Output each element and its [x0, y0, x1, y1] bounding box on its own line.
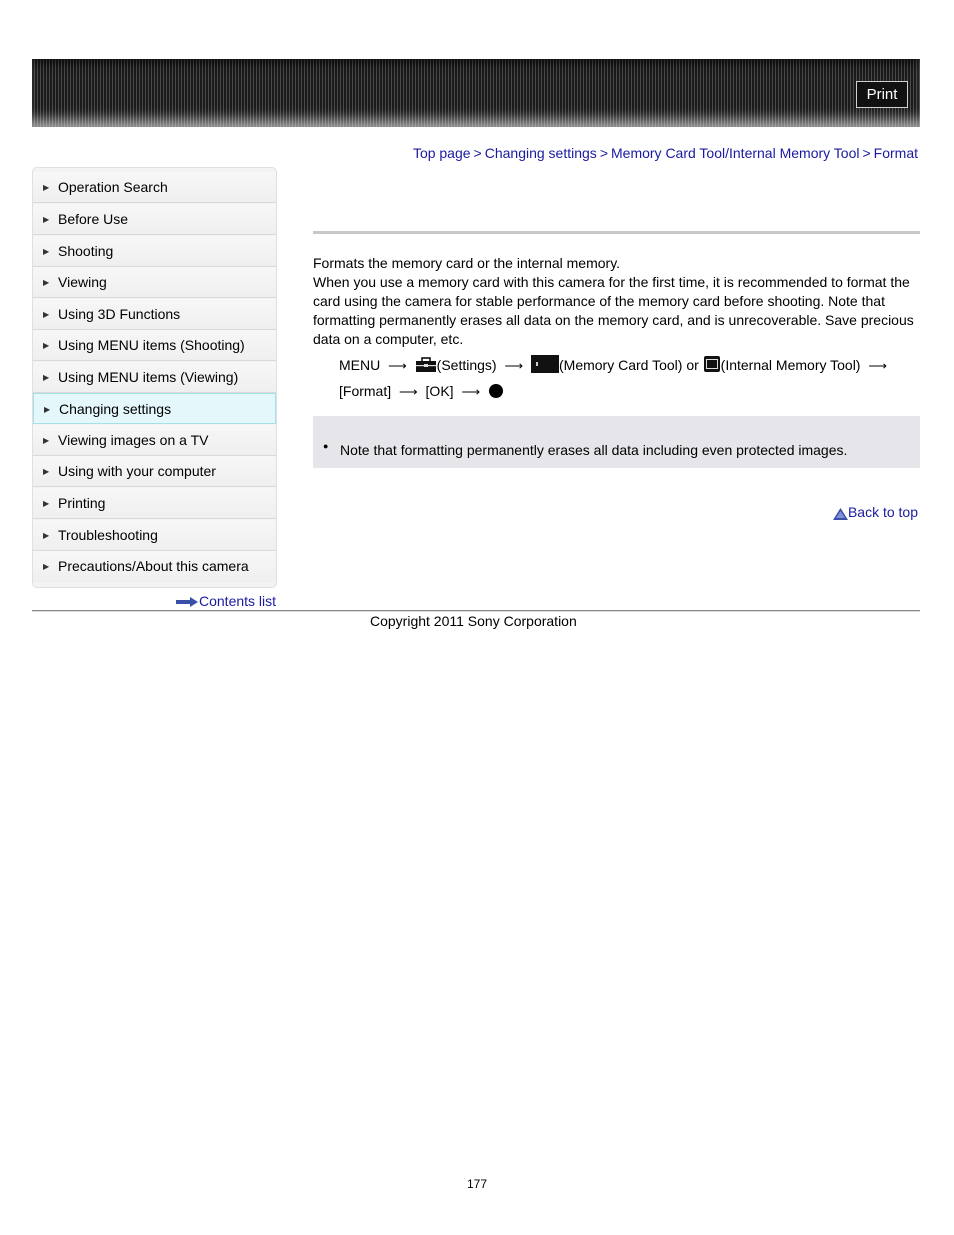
arrow-right-icon: ⟶ — [504, 358, 524, 373]
breadcrumb-changing-settings[interactable]: Changing settings — [484, 145, 597, 161]
triangle-right-icon: ▶ — [44, 405, 51, 414]
center-button-icon — [488, 383, 504, 406]
arrow-right-icon — [176, 594, 198, 604]
breadcrumb-separator: > — [473, 145, 482, 161]
triangle-right-icon: ▶ — [43, 247, 50, 256]
sidebar-item-viewing-tv[interactable] — [33, 425, 276, 456]
triangle-right-icon: ▶ — [43, 531, 50, 540]
breadcrumb-memory-card-tool[interactable]: Memory Card Tool/Internal Memory Tool — [611, 145, 860, 161]
sidebar-item-precautions[interactable] — [33, 551, 276, 582]
back-to-top-label: Back to top — [847, 504, 918, 520]
toolbox-icon — [415, 357, 437, 380]
breadcrumb-top-page[interactable]: Top page — [412, 145, 471, 161]
step-format: [Format] — [339, 383, 392, 399]
sidebar-item-label: Precautions/About this camera — [58, 558, 249, 574]
body-text: When you use a memory card with this camera for the first time, it is recommended to format the card using the camera for stable performance of the memory card before shooting. Note that formatting permanently erases all data on the memory card, and is unrecoverable. Save precious data on a computer, etc. — [313, 274, 914, 347]
sidebar-item-3d-functions[interactable] — [33, 299, 276, 330]
step-ok: [OK] — [425, 383, 454, 399]
step-internal-memory-tool: (Internal Memory Tool) — [720, 357, 861, 373]
sidebar-item-label: Before Use — [58, 211, 129, 227]
triangle-right-icon: ▶ — [43, 183, 50, 192]
note-box — [313, 416, 920, 468]
bullet-icon: ● — [323, 441, 329, 451]
sidebar-item-label: Changing settings — [59, 401, 172, 417]
triangle-right-icon: ▶ — [43, 373, 50, 382]
triangle-right-icon: ▶ — [43, 499, 50, 508]
breadcrumb-separator: > — [599, 145, 608, 161]
sidebar-item-label: Using with your computer — [58, 463, 216, 479]
sidebar-item-menu-shooting[interactable] — [33, 330, 276, 361]
contents-list-link[interactable] — [176, 593, 276, 609]
sidebar-item-troubleshooting[interactable] — [33, 520, 276, 551]
contents-list-label: Contents list — [199, 593, 277, 609]
sidebar-item-label: Printing — [58, 495, 106, 511]
triangle-right-icon: ▶ — [43, 341, 50, 350]
triangle-right-icon: ▶ — [43, 310, 50, 319]
description — [313, 254, 920, 349]
section-divider — [313, 231, 920, 234]
arrow-right-icon: ⟶ — [399, 384, 418, 399]
triangle-right-icon: ▶ — [43, 215, 50, 224]
internal-memory-icon — [703, 355, 721, 380]
sidebar-item-label: Shooting — [58, 243, 114, 259]
triangle-right-icon: ▶ — [43, 467, 50, 476]
sidebar-item-shooting[interactable] — [33, 236, 276, 267]
step-settings: (Settings) — [436, 357, 497, 373]
back-to-top-link[interactable] — [833, 504, 918, 523]
sidebar-nav — [32, 167, 277, 588]
arrow-right-icon: ⟶ — [388, 358, 407, 373]
sidebar-item-label: Operation Search — [58, 179, 168, 195]
footer-divider — [32, 610, 920, 612]
breadcrumb-format[interactable]: Format — [873, 145, 918, 161]
header-banner — [32, 59, 920, 127]
sidebar-item-label: Using MENU items (Viewing) — [58, 369, 239, 385]
triangle-right-icon: ▶ — [43, 562, 50, 571]
breadcrumb — [413, 145, 918, 161]
triangle-right-icon: ▶ — [43, 436, 50, 445]
procedure-steps — [339, 354, 920, 406]
sidebar-item-computer[interactable] — [33, 456, 276, 487]
intro-text: Formats the memory card or the internal memory. — [313, 255, 621, 271]
sidebar-item-before-use[interactable] — [33, 204, 276, 235]
copyright-text: Copyright 2011 Sony Corporation — [370, 613, 577, 629]
step-memory-card-tool: (Memory Card Tool) or — [559, 357, 699, 373]
triangle-right-icon: ▶ — [43, 278, 50, 287]
sidebar-item-viewing[interactable] — [33, 267, 276, 298]
sidebar-item-label: Using MENU items (Shooting) — [58, 337, 245, 353]
note-text: Note that formatting permanently erases all data including even protected images. — [340, 442, 848, 458]
page-number: 177 — [466, 1177, 488, 1191]
sidebar-item-printing[interactable] — [33, 488, 276, 519]
triangle-up-icon — [833, 507, 848, 523]
sidebar-item-label: Viewing — [58, 274, 107, 290]
sidebar-item-label: Troubleshooting — [58, 527, 158, 543]
sidebar-item-menu-viewing[interactable] — [33, 362, 276, 393]
breadcrumb-separator: > — [862, 145, 871, 161]
sidebar-item-label: Viewing images on a TV — [58, 432, 209, 448]
sidebar-item-label: Using 3D Functions — [58, 306, 181, 322]
sidebar-item-changing-settings[interactable] — [33, 393, 276, 424]
arrow-right-icon: ⟶ — [868, 358, 887, 373]
sidebar-item-operation-search[interactable] — [33, 172, 276, 203]
print-button[interactable]: Print — [856, 81, 908, 108]
arrow-right-icon: ⟶ — [461, 384, 481, 399]
memory-card-icon — [531, 355, 559, 380]
step-menu: MENU — [339, 357, 381, 373]
